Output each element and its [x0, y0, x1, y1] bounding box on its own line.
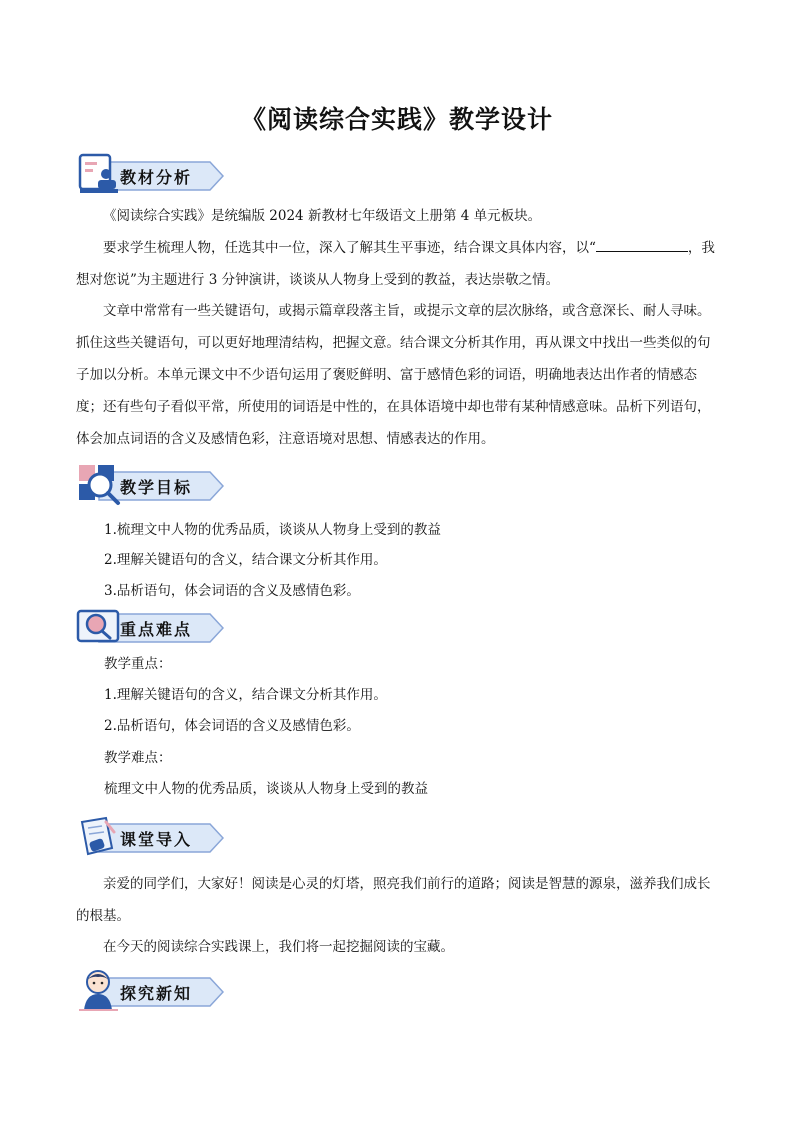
section-heading-label: 教材分析	[120, 168, 193, 187]
section-heading-goals	[76, 462, 226, 506]
focus-item: 1.理解关键语句的含义，结合课文分析其作用。	[104, 687, 387, 703]
section-heading-label: 教学目标	[120, 478, 193, 497]
section-heading-intro	[76, 814, 226, 858]
goal-item: 1.梳理文中人物的优秀品质，谈谈从人物身上受到的教益	[104, 522, 441, 538]
goal-item: 3.品析语句，体会词语的含义及感情色彩。	[104, 583, 360, 599]
section-heading-label: 探究新知	[120, 984, 193, 1003]
pencil-paper-icon	[76, 814, 122, 858]
search-document-icon	[76, 604, 122, 648]
section-heading-label: 课堂导入	[120, 830, 193, 849]
section-heading-label: 重点难点	[120, 620, 193, 639]
difficulty-label: 教学难点：	[104, 750, 172, 766]
fill-blank	[596, 238, 688, 252]
page-title: 《阅读综合实践》教学设计	[240, 105, 553, 134]
paragraph: 亲爱的同学们，大家好！阅读是心灵的灯塔，照亮我们前行的道路；阅读是智慧的源泉，滋养我们成长的根基。	[76, 876, 711, 924]
paragraph: 在今天的阅读综合实践课上，我们将一起挖掘阅读的宝藏。	[103, 939, 454, 955]
paragraph-text: ，我想对您说”为主题进行 3 分钟演讲，谈谈从人物身上受到的教益，表达崇敬之情。	[76, 240, 715, 288]
magnifier-icon	[76, 462, 122, 506]
section-heading-analysis	[76, 152, 226, 196]
paragraph: 《阅读综合实践》是统编版 2024 新教材七年级语文上册第 4 单元板块。	[103, 208, 542, 224]
section-heading-keypoints	[76, 604, 226, 648]
paragraph	[76, 232, 720, 296]
section-heading-explore	[76, 968, 226, 1012]
paragraph-text: 要求学生梳理人物，任选其中一位，深入了解其生平事迹，结合课文具体内容，以“	[103, 240, 596, 256]
presentation-board-icon	[76, 152, 122, 196]
student-avatar-icon	[76, 968, 122, 1012]
focus-label: 教学重点：	[104, 656, 172, 672]
paragraph: 文章中常常有一些关键语句，或揭示篇章段落主旨，或提示文章的层次脉络，或含意深长、耐人寻味。抓住这些关键语句，可以更好地理清结构，把握文意。结合课文分析其作用，再从课文中找出一些类似的句子加以分析。本单元课文中不少语句运用了褒贬鲜明、富于感情色彩的词语，明确地表达出作者的情感态度；还有些句子看似平常，所使用的词语是中性的，在具体语境中却也带有某种情感意味。品析下列语句，体会加点词语的含义及感情色彩，注意语境对思想、情感表达的作用。	[76, 303, 711, 447]
goal-item: 2.理解关键语句的含义，结合课文分析其作用。	[104, 552, 387, 568]
focus-item: 2.品析语句，体会词语的含义及感情色彩。	[104, 718, 360, 734]
difficulty-text: 梳理文中人物的优秀品质，谈谈从人物身上受到的教益	[104, 781, 428, 797]
